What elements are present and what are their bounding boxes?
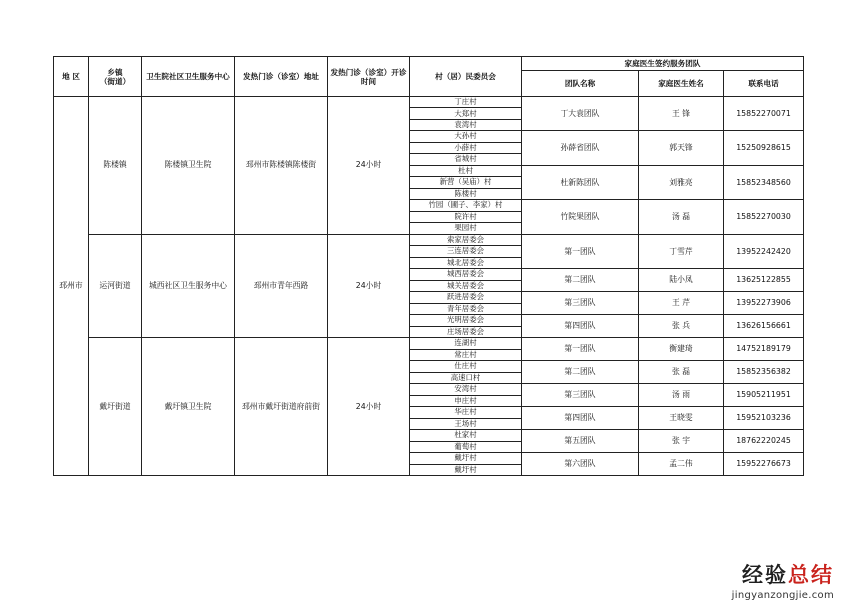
header-town (89, 57, 142, 97)
village-cell: 索家居委会 (410, 234, 522, 245)
doctor-name-cell: 王晓雯 (639, 407, 724, 430)
team-name-cell: 第四团队 (522, 315, 639, 338)
village-cell: 仕庄村 (410, 361, 522, 372)
watermark-brand (732, 559, 834, 589)
center-cell: 城西社区卫生服务中心 (142, 234, 235, 337)
watermark-brand-a: 经验 (742, 563, 788, 587)
phone-cell: 14752189179 (724, 338, 804, 361)
village-cell: 城北居委会 (410, 257, 522, 268)
village-cell: 城西居委会 (410, 269, 522, 280)
fever-time-cell: 24小时 (328, 234, 410, 337)
doctor-name-cell: 张 宇 (639, 430, 724, 453)
doctor-name-cell: 陆小凤 (639, 269, 724, 292)
team-name-cell: 第一团队 (522, 234, 639, 268)
village-cell: 大孙村 (410, 131, 522, 142)
phone-cell: 18762220245 (724, 430, 804, 453)
village-cell: 庄场居委会 (410, 326, 522, 337)
doctor-team-table (53, 56, 804, 476)
fever-address-cell: 邳州市青年西路 (235, 234, 328, 337)
doctor-name-cell: 丁雪芹 (639, 234, 724, 268)
header-village: 村（居）民委员会 (410, 57, 522, 97)
phone-cell: 13625122855 (724, 269, 804, 292)
village-cell: 三连居委会 (410, 246, 522, 257)
header-town-line1: 乡镇 (107, 67, 123, 77)
team-name-cell: 第二团队 (522, 361, 639, 384)
village-cell: 跃进居委会 (410, 292, 522, 303)
region-cell: 邳州市 (54, 97, 89, 476)
fever-time-cell: 24小时 (328, 97, 410, 235)
village-cell: 大郑村 (410, 108, 522, 119)
village-cell: 丁庄村 (410, 97, 522, 108)
town-cell: 戴圩街道 (89, 338, 142, 476)
doctor-name-cell: 刘雅亮 (639, 165, 724, 199)
phone-cell: 15905211951 (724, 384, 804, 407)
village-cell: 果园村 (410, 223, 522, 234)
doctor-name-cell: 汤 磊 (639, 200, 724, 234)
header-town-line2: （街道） (99, 76, 131, 86)
phone-cell: 15952103236 (724, 407, 804, 430)
fever-time-cell: 24小时 (328, 338, 410, 476)
village-cell: 安湾村 (410, 384, 522, 395)
village-cell: 省城村 (410, 154, 522, 165)
team-name-cell: 第四团队 (522, 407, 639, 430)
village-cell: 葡萄村 (410, 441, 522, 452)
village-cell: 连湖村 (410, 338, 522, 349)
watermark-brand-b: 总结 (788, 563, 834, 587)
header-fever-time: 发热门诊（诊室）开诊时间 (328, 57, 410, 97)
header-doctor: 家庭医生姓名 (639, 71, 724, 97)
watermark (732, 559, 834, 601)
center-cell: 陈楼镇卫生院 (142, 97, 235, 235)
village-cell: 陈楼村 (410, 188, 522, 199)
team-name-cell: 孙薛省团队 (522, 131, 639, 165)
doctor-name-cell: 郭天锋 (639, 131, 724, 165)
phone-cell: 13626156661 (724, 315, 804, 338)
village-cell: 竹园（圃子、李家）村 (410, 200, 522, 211)
phone-cell: 15852356382 (724, 361, 804, 384)
header-fever-address: 发热门诊（诊室）地址 (235, 57, 328, 97)
team-name-cell: 杜新陈团队 (522, 165, 639, 199)
doctor-name-cell: 张 兵 (639, 315, 724, 338)
village-cell: 光明居委会 (410, 315, 522, 326)
village-cell: 杜村 (410, 165, 522, 176)
village-cell: 院许村 (410, 211, 522, 222)
phone-cell: 13952273906 (724, 292, 804, 315)
phone-cell: 15250928615 (724, 131, 804, 165)
header-team-group: 家庭医生签约服务团队 (522, 57, 804, 71)
doctor-name-cell: 汤 雨 (639, 384, 724, 407)
village-cell: 戴圩村 (410, 453, 522, 464)
team-name-cell: 第五团队 (522, 430, 639, 453)
document-table-wrapper (53, 56, 803, 476)
village-cell: 戴圩村 (410, 464, 522, 476)
team-name-cell: 第一团队 (522, 338, 639, 361)
village-cell: 王场村 (410, 418, 522, 429)
phone-cell: 15952276673 (724, 453, 804, 476)
team-name-cell: 丁大袁团队 (522, 97, 639, 131)
village-cell: 青年居委会 (410, 303, 522, 314)
team-name-cell: 第三团队 (522, 292, 639, 315)
header-center: 卫生院社区卫生服务中心 (142, 57, 235, 97)
doctor-name-cell: 孟二伟 (639, 453, 724, 476)
center-cell: 戴圩镇卫生院 (142, 338, 235, 476)
phone-cell: 15852270030 (724, 200, 804, 234)
doctor-name-cell: 王 锋 (639, 97, 724, 131)
fever-address-cell: 邳州市陈楼镇陈楼街 (235, 97, 328, 235)
team-name-cell: 第六团队 (522, 453, 639, 476)
doctor-name-cell: 张 磊 (639, 361, 724, 384)
doctor-name-cell: 王 芹 (639, 292, 724, 315)
table-row (54, 97, 804, 108)
watermark-url: jingyanzongjie.com (731, 590, 834, 601)
town-cell: 陈楼镇 (89, 97, 142, 235)
village-cell: 杜家村 (410, 430, 522, 441)
table-row (54, 338, 804, 349)
header-team-name: 团队名称 (522, 71, 639, 97)
phone-cell: 15852270071 (724, 97, 804, 131)
town-cell: 运河街道 (89, 234, 142, 337)
village-cell: 华庄村 (410, 407, 522, 418)
village-cell: 申庄村 (410, 395, 522, 406)
village-cell: 城关居委会 (410, 280, 522, 291)
phone-cell: 15852348560 (724, 165, 804, 199)
header-region: 地 区 (54, 57, 89, 97)
team-name-cell: 第三团队 (522, 384, 639, 407)
team-name-cell: 竹院果团队 (522, 200, 639, 234)
team-name-cell: 第二团队 (522, 269, 639, 292)
doctor-name-cell: 衡建琦 (639, 338, 724, 361)
table-row (54, 234, 804, 245)
table-body (54, 97, 804, 476)
village-cell: 袁湾村 (410, 119, 522, 130)
village-cell: 常庄村 (410, 349, 522, 360)
village-cell: 高速口村 (410, 372, 522, 383)
village-cell: 新营（吴庙）村 (410, 177, 522, 188)
phone-cell: 13952242420 (724, 234, 804, 268)
village-cell: 小薛村 (410, 142, 522, 153)
header-phone: 联系电话 (724, 71, 804, 97)
fever-address-cell: 邳州市戴圩街道府前街 (235, 338, 328, 476)
